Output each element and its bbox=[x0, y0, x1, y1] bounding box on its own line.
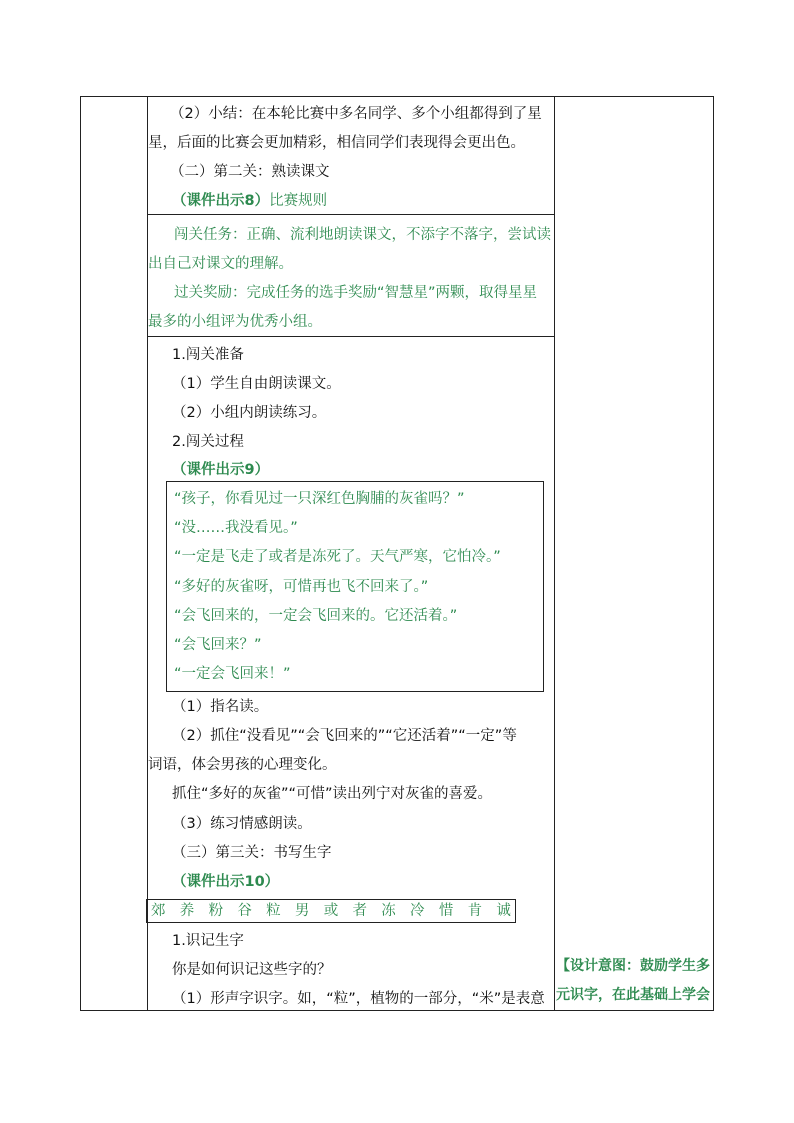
prep-step-1: （1）学生自由朗读课文。 bbox=[172, 376, 341, 392]
rule-task-line-1: 闯关任务：正确、流利地朗读课文，不添字不落字，尝试读 bbox=[174, 227, 551, 243]
step-2b: 抓住“多好的灰雀”“可惜”读出列宁对灰雀的喜爱。 bbox=[172, 786, 493, 802]
dialogue-quote: “会飞回来？” bbox=[174, 637, 262, 653]
new-character: 谷 bbox=[237, 903, 252, 919]
new-character: 郊 bbox=[151, 903, 166, 919]
learn-question: 你是如何识记这些字的？ bbox=[172, 962, 332, 978]
section-2-title: （二）第二关：熟读课文 bbox=[170, 164, 330, 180]
dialogue-quote: “一定是飞走了或者是冻死了。天气严寒，它怕冷。” bbox=[174, 549, 501, 565]
section-3-title: （三）第三关：书写生字 bbox=[172, 845, 332, 861]
new-character: 冻 bbox=[381, 903, 396, 919]
new-character: 肯 bbox=[467, 903, 483, 919]
slide-8-title: 比赛规则 bbox=[269, 193, 328, 209]
summary-line-1: （2）小结：在本轮比赛中多名同学、多个小组都得到了星 bbox=[170, 106, 542, 122]
learn-step-1: （1）形声字识字。如，“粒”，植物的一部分，“米”是表意 bbox=[172, 991, 545, 1007]
new-character: 男 bbox=[294, 903, 310, 919]
slide-8-heading bbox=[172, 191, 327, 211]
rule-reward-line-1: 过关奖励：完成任务的选手奖励“智慧星”两颗，取得星星 bbox=[174, 285, 538, 301]
new-character: 粒 bbox=[266, 903, 281, 919]
design-intent-line-2: 元识字，在此基础上学会 bbox=[556, 987, 710, 1003]
new-character: 冷 bbox=[410, 903, 425, 919]
step-3: （3）练习情感朗读。 bbox=[172, 816, 312, 832]
step-2-line-1: （2）抓住“没看见”“会飞回来的”“它还活着”“一定”等 bbox=[172, 728, 517, 744]
summary-line-2: 星，后面的比赛会更加精彩，相信同学们表现得会更出色。 bbox=[148, 135, 525, 151]
design-intent-line-1: 【设计意图：鼓励学生多 bbox=[556, 958, 710, 974]
slide-8-label: （课件出示8） bbox=[172, 193, 270, 209]
row-divider-2 bbox=[147, 336, 554, 337]
column-divider-left bbox=[147, 97, 148, 1010]
new-character: 粉 bbox=[208, 903, 224, 919]
prep-title: 1.闯关准备 bbox=[172, 347, 244, 363]
new-character: 诚 bbox=[496, 903, 511, 919]
dialogue-quote: “多好的灰雀呀，可惜再也飞不回来了。” bbox=[174, 579, 429, 595]
new-character: 或 bbox=[323, 903, 339, 919]
step-2-line-2: 词语，体会男孩的心理变化。 bbox=[148, 757, 337, 773]
new-characters-row bbox=[146, 899, 516, 923]
process-title: 2.闯关过程 bbox=[172, 434, 244, 450]
slide-10-label: （课件出示10） bbox=[172, 874, 280, 890]
rule-task-line-2: 出自己对课文的理解。 bbox=[148, 256, 293, 272]
rule-reward-line-2: 最多的小组评为优秀小组。 bbox=[148, 314, 322, 330]
new-character: 养 bbox=[179, 903, 195, 919]
slide-9-label: （课件出示9） bbox=[172, 462, 270, 478]
new-character: 者 bbox=[352, 903, 367, 919]
row-divider-1 bbox=[147, 214, 554, 215]
dialogue-quote: “孩子，你看见过一只深红色胸脯的灰雀吗？” bbox=[174, 491, 465, 507]
prep-step-2: （2）小组内朗读练习。 bbox=[172, 405, 327, 421]
dialogue-quote: “会飞回来的，一定会飞回来的。它还活着。” bbox=[174, 608, 458, 624]
learn-title: 1.识记生字 bbox=[172, 933, 244, 949]
step-1: （1）指名读。 bbox=[172, 699, 269, 715]
column-divider-right bbox=[554, 97, 555, 1010]
dialogue-quote: “一定会飞回来！” bbox=[174, 666, 291, 682]
dialogue-quote: “没……我没看见。” bbox=[174, 520, 298, 536]
new-character: 惜 bbox=[438, 903, 454, 919]
